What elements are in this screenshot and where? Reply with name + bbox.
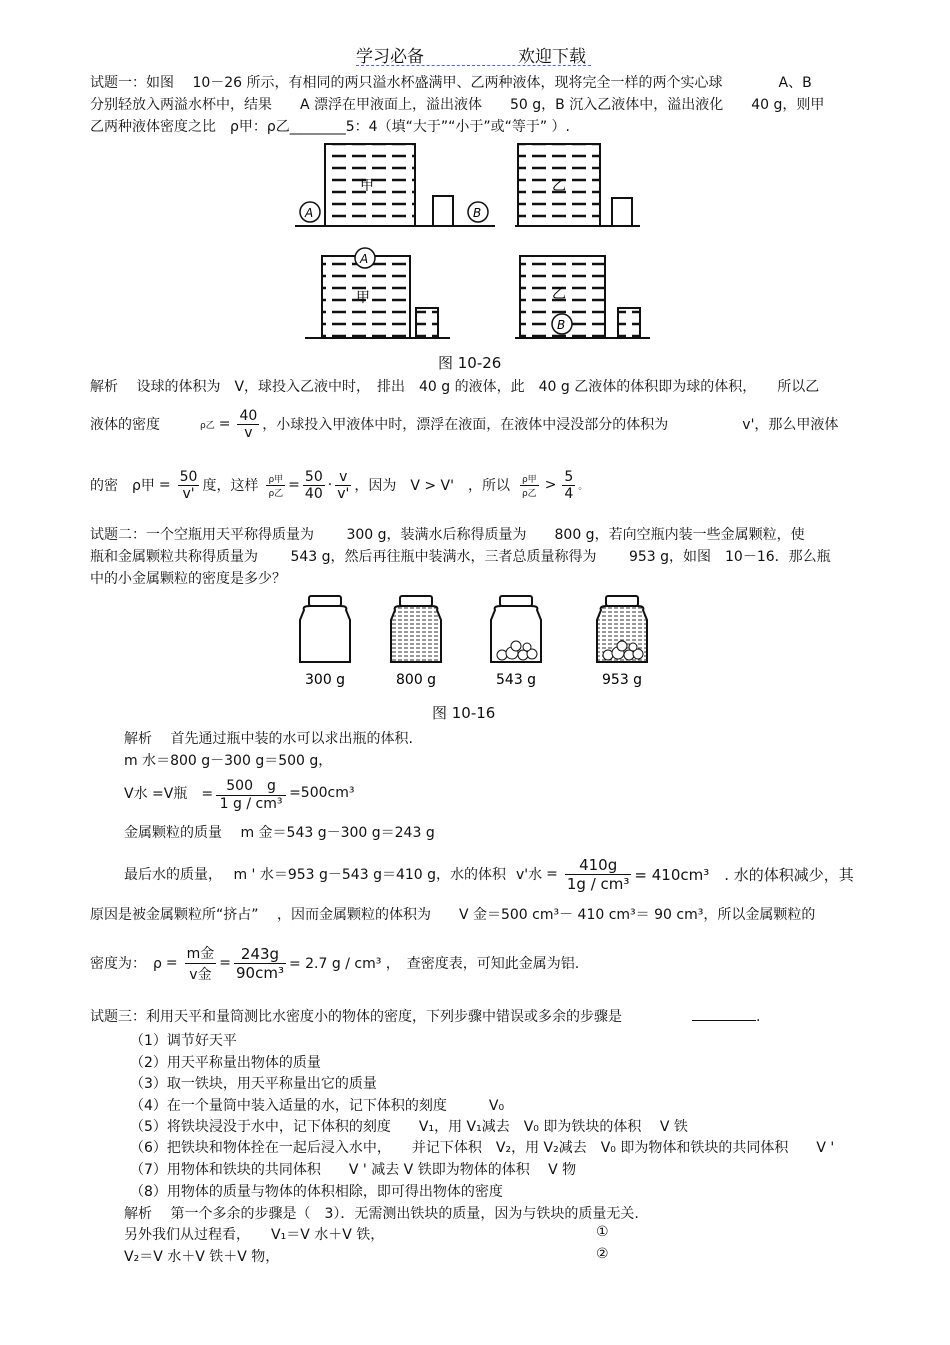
ball-B-top: B <box>473 206 482 220</box>
den: v <box>244 424 253 441</box>
den: ρ乙 <box>521 488 537 499</box>
q3-step-7: （7）用物体和铁块的共同体积 V ' 减去 V 铁即为物体的体积 V 物 <box>130 1162 577 1178</box>
text: ，小球投入甲液体中时，漂浮在液面，在液体中浸没部分的体积为 <box>262 417 669 433</box>
q1-analysis-line3: 的密 ρ甲 = $\frac{50}{v'}$ 度，这样 $\frac{\text{ρ甲}}{\text{ρ乙}}$ = $\frac{50}{40}$ · $\frac{v}{v'}$ ，因为 V > V' ，所以 $\frac{\text{ρ甲}}{\text{ρ乙}}$ > $\frac{5}{4}$ 。 <box>90 468 588 502</box>
jar-metal-water <box>597 596 647 662</box>
header-underline <box>356 65 591 66</box>
fraction-500g <box>216 775 286 812</box>
text: 液体的密度 <box>90 417 160 433</box>
fraction-m-v <box>185 943 217 984</box>
label-yi-top: 乙 <box>552 178 566 194</box>
q3-step-5: （5）将铁块浸没于水中，记下体积的刻度 V₁，用 V₁减去 V₀ 即为铁块的体积 V 铁 <box>130 1119 688 1135</box>
equals: = <box>158 477 171 493</box>
header-right: 欢迎下载 <box>518 47 586 67</box>
greater-than: > <box>544 477 557 493</box>
q2-sol-4: 金属颗粒的质量 m 金＝543 g－300 g＝243 g <box>124 825 435 841</box>
q3-step-4: （4）在一个量筒中装入适量的水，记下体积的刻度 V₀ <box>130 1098 505 1114</box>
equals: = <box>546 866 558 882</box>
fraction-243g <box>234 945 286 982</box>
text: 最后水的质量， m ' 水＝953 g－543 g＝410 g，水的体积 <box>124 867 507 883</box>
num: m金 <box>185 943 217 964</box>
q3-analysis-3: V₂＝V 水＋V 铁＋V 物， <box>124 1249 280 1265</box>
ball-A-bottom: A <box>360 252 369 266</box>
text: v'水 <box>516 867 543 883</box>
ball-B-bottom: B <box>557 318 566 332</box>
num: 5 <box>564 468 574 485</box>
num: 500 g <box>216 775 286 796</box>
q3-mark-2: ② <box>596 1246 609 1262</box>
equals: = <box>218 416 231 432</box>
den: v金 <box>189 966 212 983</box>
header-left: 学习必备 <box>356 47 424 67</box>
q2-line2: 瓶和金属颗粒共称得质量为 543 g，然后再往瓶中装满水，三者总质量称得为 953 g，如图 10－16．那么瓶 <box>90 549 831 565</box>
q1-line3: 乙两种液体密度之比 ρ甲：ρ乙________5：4（填“大于”“小于”或“等于” ）. <box>90 119 571 135</box>
den: 90cm³ <box>236 963 284 982</box>
q2-sol-1: 解析 首先通过瓶中装的水可以求出瓶的体积. <box>124 731 413 747</box>
q2-sol-7 <box>90 936 579 990</box>
fraction-50-40 <box>303 469 325 502</box>
jar-label-1: 300 g <box>305 672 346 688</box>
q3-step-3: （3）取一铁块，用天平称量出它的质量 <box>130 1076 377 1092</box>
equals: = <box>288 477 300 493</box>
figure-10-16 <box>290 590 660 690</box>
text: = 410cm³ . 水的体积减少，其 <box>634 865 854 884</box>
equals: = <box>165 955 178 971</box>
fig-10-26-caption: 图 10-26 <box>438 354 502 372</box>
den: ρ乙 <box>268 488 284 499</box>
fraction-5-4 <box>562 469 575 502</box>
den: v' <box>182 485 195 502</box>
den: 40 <box>304 485 323 502</box>
text: ，因为 V > V' ，所以 <box>354 478 510 494</box>
label-jia-top: 甲 <box>360 178 374 194</box>
text: 。 <box>578 481 588 492</box>
jar-empty <box>300 596 350 662</box>
jar-label-3: 543 g <box>496 672 537 688</box>
num: ρ甲 <box>266 472 285 486</box>
q3-step-6: （6）把铁块和物体拴在一起后浸入水中， 并记下体积 V₂，用 V₂减去 V₀ 即为物体和铁块的共同体积 V ' <box>130 1140 835 1156</box>
text: 密度为： ρ <box>90 956 162 972</box>
q2-sol-5 <box>124 848 854 900</box>
q2-line3: 中的小金属颗粒的密度是多少？ <box>90 571 286 587</box>
den: 1g / cm³ <box>566 874 630 893</box>
text: 的密 ρ甲 <box>90 478 155 494</box>
label-yi-bottom: 乙 <box>552 286 566 302</box>
q1-analysis-line2 <box>90 402 838 446</box>
num: 40 <box>239 407 258 424</box>
q3-line1: 试题三：利用天平和量筒测比水密度小的物体的密度，下列步骤中错误或多余的步骤是 . <box>90 1009 761 1025</box>
text: V水 =V瓶 = <box>124 786 214 802</box>
fraction-50-v1 <box>178 469 200 502</box>
num: 50 <box>304 468 323 485</box>
label-jia-bottom: 甲 <box>356 290 370 306</box>
jar-label-4: 953 g <box>602 672 643 688</box>
jar-label-2: 800 g <box>396 672 437 688</box>
figure-10-26 <box>290 138 660 378</box>
ball-A-top: A <box>305 206 314 220</box>
text: v'，那么甲液体 <box>742 417 839 433</box>
jar-metal <box>491 596 541 662</box>
text: 试题三：利用天平和量筒测比水密度小的物体的密度，下列步骤中错误或多余的步骤是 <box>90 1009 622 1025</box>
fraction-v-v1 <box>335 469 351 502</box>
den: v' <box>337 485 350 502</box>
answer-blank <box>692 1020 756 1021</box>
fraction-410g <box>565 856 632 893</box>
q3-step-8: （8）用物体的质量与物体的体积相除，即可得出物体的密度 <box>130 1184 503 1200</box>
fraction-rho-ratio <box>266 472 285 499</box>
text: =500cm³ <box>289 785 355 801</box>
jar-water <box>391 596 441 662</box>
q3-mark-1: ① <box>596 1224 609 1240</box>
equals: = <box>219 955 231 971</box>
rho-yi: ρ乙 <box>200 420 215 431</box>
text: 度，这样 <box>202 478 259 494</box>
fraction-rho-ratio-2 <box>520 472 539 499</box>
q1-analysis-line1: 解析 设球的体积为 V，球投入乙液中时， 排出 40 g 的液体，此 40 g 乙液体的体积即为球的体积， 所以乙 <box>90 379 820 395</box>
q3-analysis-1: 解析 第一个多余的步骤是（ 3）．无需测出铁块的质量，因为与铁块的质量无关. <box>124 1206 639 1222</box>
num: ρ甲 <box>520 472 539 486</box>
q1-line2: 分别轻放入两溢水杯中，结果 A 漂浮在甲液面上，溢出液体 50 g，B 沉入乙液体中，溢出液化 40 g，则甲 <box>90 97 825 113</box>
fig-10-16-caption: 图 10-16 <box>432 704 496 722</box>
num: v <box>335 469 351 486</box>
q3-step-2: （2）用天平称量出物体的质量 <box>130 1055 321 1071</box>
q3-analysis-2: 另外我们从过程看， V₁＝V 水＋V 铁， <box>124 1227 385 1243</box>
q1-line1: 试题一：如图 10－26 所示，有相同的两只溢水杯盛满甲、乙两种液体，现将完全一样的两个实心球 A、B <box>90 75 812 91</box>
q2-sol-3 <box>124 770 354 816</box>
text: = 2.7 g / cm³ ， 查密度表，可知此金属为铝. <box>288 956 580 972</box>
fraction-40-v <box>237 408 259 441</box>
q2-sol-6: 原因是被金属颗粒所“挤占” ，因而金属颗粒的体积为 V 金＝500 cm³－ 410 cm³＝ 90 cm³，所以金属颗粒的 <box>90 907 816 923</box>
q3-step-1: （1）调节好天平 <box>130 1033 237 1049</box>
num: 243g <box>234 945 286 964</box>
den: 1 g / cm³ <box>219 795 283 812</box>
q2-line1: 试题二：一个空瓶用天平称得质量为 300 g，装满水后称得质量为 800 g，若向空瓶内装一些金属颗粒，使 <box>90 527 805 543</box>
den: 4 <box>564 485 574 502</box>
num: 410g <box>565 856 632 875</box>
num: 50 <box>179 468 198 485</box>
q2-sol-2: m 水＝800 g－300 g＝500 g， <box>124 753 333 769</box>
